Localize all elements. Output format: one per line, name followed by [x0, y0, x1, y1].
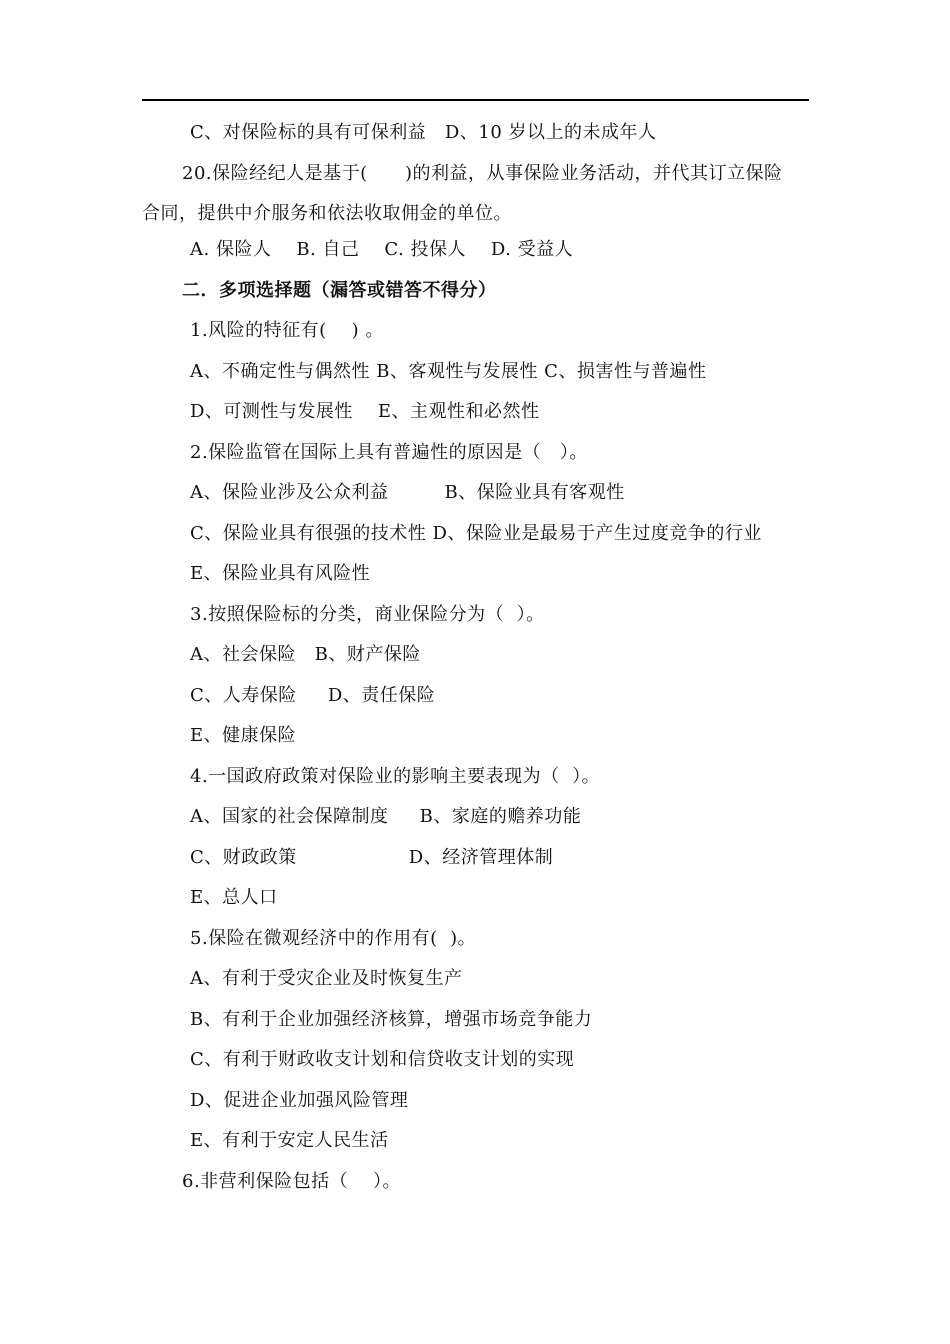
m4-stem: 4.一国政府政策对保险业的影响主要表现为（ ）。 — [190, 766, 601, 787]
m5-option-c: C、有利于财政收支计划和信贷收支计划的实现 — [190, 1049, 575, 1070]
m3-stem: 3.按照保险标的分类，商业保险分为（ ）。 — [190, 604, 545, 625]
q20-options: A. 保险人 B. 自己 C. 投保人 D. 受益人 — [190, 239, 574, 260]
section-2-title: 二．多项选择题（漏答或错答不得分） — [182, 280, 497, 301]
m3-option-c-d: C、人寿保险 D、责任保险 — [190, 685, 436, 706]
m4-option-c-d: C、财政政策 D、经济管理体制 — [190, 847, 554, 868]
m4-option-a-b: A、国家的社会保障制度 B、家庭的赡养功能 — [190, 806, 582, 827]
m1-options-line1: A、不确定性与偶然性 B、客观性与发展性 C、损害性与普遍性 — [190, 361, 707, 382]
m2-option-e: E、保险业具有风险性 — [190, 563, 371, 584]
m1-stem: 1.风险的特征有( ) 。 — [190, 320, 384, 341]
m5-option-b: B、有利于企业加强经济核算，增强市场竞争能力 — [190, 1009, 593, 1030]
m2-option-c-d: C、保险业具有很强的技术性 D、保险业是最易于产生过度竞争的行业 — [190, 523, 762, 544]
m1-options-line2: D、可测性与发展性 E、主观性和必然性 — [190, 401, 540, 422]
m3-option-e: E、健康保险 — [190, 725, 297, 746]
m5-stem: 5.保险在微观经济中的作用有( )。 — [190, 928, 477, 949]
m6-stem: 6.非营利保险包括（ ）。 — [182, 1171, 402, 1192]
q19-option-cd: C、对保险标的具有可保利益 D、10 岁以上的未成年人 — [190, 122, 657, 143]
m5-option-a: A、有利于受灾企业及时恢复生产 — [190, 968, 463, 989]
m3-option-a-b: A、社会保险 B、财产保险 — [190, 644, 421, 665]
m2-stem: 2.保险监管在国际上具有普遍性的原因是（ ）。 — [190, 442, 588, 463]
q20-stem-line1: 20.保险经纪人是基于( )的利益，从事保险业务活动，并代其订立保险 — [182, 163, 783, 184]
m5-option-d: D、促进企业加强风险管理 — [190, 1090, 409, 1111]
m2-option-a-b: A、保险业涉及公众利益 B、保险业具有客观性 — [190, 482, 625, 503]
header-rule — [142, 99, 809, 101]
m5-option-e: E、有利于安定人民生活 — [190, 1130, 389, 1151]
q20-stem-line2: 合同，提供中介服务和依法收取佣金的单位。 — [142, 203, 512, 224]
m4-option-e: E、总人口 — [190, 887, 278, 908]
